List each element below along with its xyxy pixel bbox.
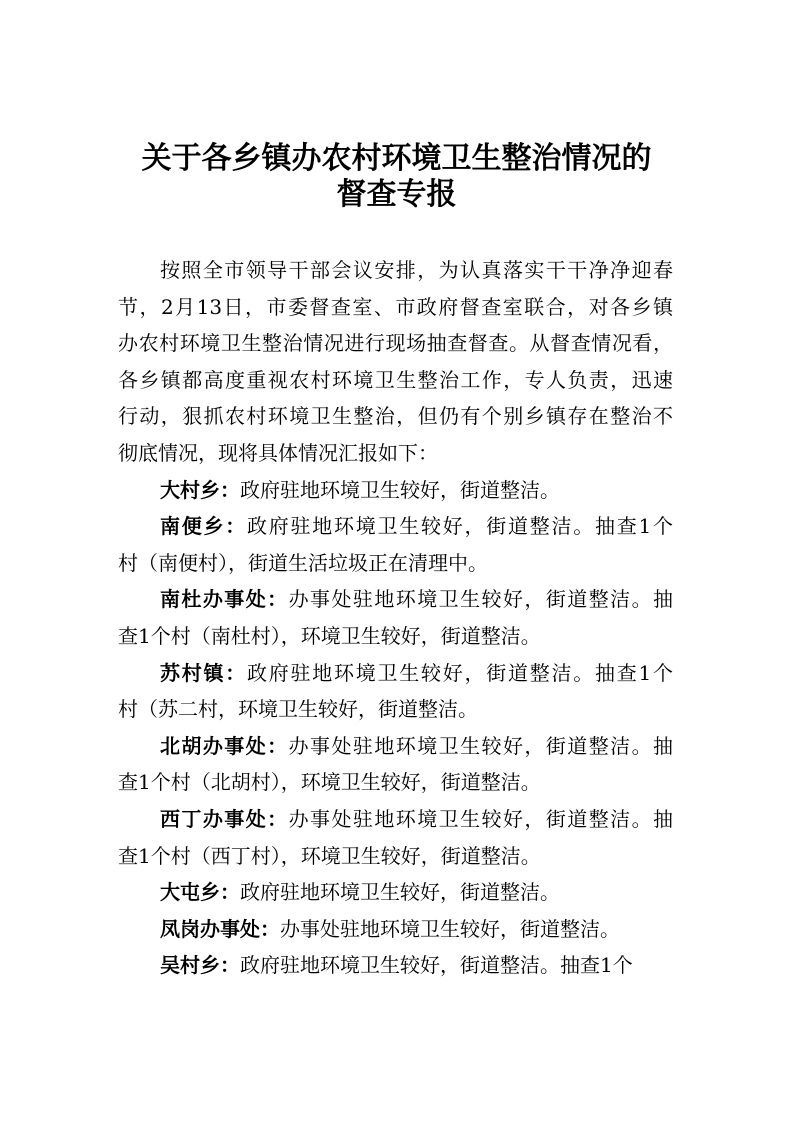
text-line (118, 764, 673, 801)
paragraph (118, 947, 673, 984)
text-line (118, 252, 673, 289)
line-text: 政府驻地环境卫生较好，街道整洁。抽查1个 (247, 660, 674, 685)
line-text: 办事处驻地环境卫生较好，街道整洁。抽 (288, 806, 674, 831)
paragraph (118, 655, 673, 728)
text-line (118, 581, 673, 618)
line-text: 办事处驻地环境卫生较好，街道整洁。抽 (288, 587, 674, 612)
line-text: 各乡镇都高度重视农村环境卫生整治工作，专人负责，迅速 (118, 367, 673, 392)
section-label: 苏村镇： (160, 660, 248, 685)
text-line (118, 655, 673, 692)
document-body (118, 252, 673, 984)
line-text: 节，2月13日，市委督查室、市政府督查室联合，对各乡镇 (118, 294, 673, 319)
paragraph (118, 728, 673, 801)
paragraph (118, 874, 673, 911)
text-line (118, 618, 673, 655)
line-text: 查1个村（北胡村），环境卫生较好，街道整洁。 (118, 770, 541, 795)
line-text: 村（南便村），街道生活垃圾正在清理中。 (118, 550, 488, 575)
section-label: 吴村乡： (160, 953, 240, 978)
line-text: 按照全市领导干部会议安排，为认真落实干干净净迎春 (160, 258, 673, 282)
line-text: 政府驻地环境卫生较好，街道整洁。抽查1个 (240, 953, 633, 978)
text-line (118, 289, 673, 326)
paragraph (118, 252, 673, 472)
document-title-line-2: 督查专报 (336, 177, 457, 212)
section-label: 大屯乡： (160, 880, 240, 905)
text-line (118, 325, 673, 362)
text-line (118, 838, 673, 875)
text-line (118, 801, 673, 838)
paragraph (118, 911, 673, 948)
section-label: 西丁办事处： (160, 806, 289, 831)
line-text: 彻底情况，现将具体情况汇报如下： (118, 440, 438, 465)
paragraph (118, 801, 673, 874)
line-text: 办农村环境卫生整治情况进行现场抽查督查。从督查情况看， (118, 331, 673, 356)
line-text: 查1个村（南杜村），环境卫生较好，街道整洁。 (118, 623, 541, 648)
document-title-line-1: 关于各乡镇办农村环境卫生整治情况的 (141, 141, 652, 176)
text-line (118, 508, 673, 545)
text-line (118, 435, 673, 472)
paragraph (118, 581, 673, 654)
text-line (118, 398, 673, 435)
text-line (118, 691, 673, 728)
section-label: 大村乡： (160, 477, 240, 502)
text-line (118, 728, 673, 765)
text-line (118, 911, 673, 948)
paragraph (118, 472, 673, 509)
line-text: 政府驻地环境卫生较好，街道整洁。 (240, 477, 560, 502)
text-line (118, 362, 673, 399)
line-text: 办事处驻地环境卫生较好，街道整洁。 (280, 916, 620, 941)
line-text: 村（苏二村，环境卫生较好，街道整洁。 (118, 697, 478, 722)
paragraph (118, 508, 673, 581)
line-text: 办事处驻地环境卫生较好，街道整洁。抽 (288, 733, 674, 758)
text-line (118, 472, 673, 509)
line-text: 政府驻地环境卫生较好，街道整洁。 (240, 880, 560, 905)
line-text: 政府驻地环境卫生较好，街道整洁。抽查1个 (247, 514, 674, 539)
section-label: 南杜办事处： (160, 587, 289, 612)
line-text: 查1个村（西丁村），环境卫生较好，街道整洁。 (118, 843, 541, 868)
text-line (118, 947, 673, 984)
text-line (118, 874, 673, 911)
section-label: 凤岗办事处： (160, 916, 280, 941)
line-text: 行动，狠抓农村环境卫生整治，但仍有个别乡镇存在整治不 (118, 404, 673, 429)
text-line (118, 545, 673, 582)
section-label: 南便乡： (160, 514, 248, 539)
section-label: 北胡办事处： (160, 733, 289, 758)
